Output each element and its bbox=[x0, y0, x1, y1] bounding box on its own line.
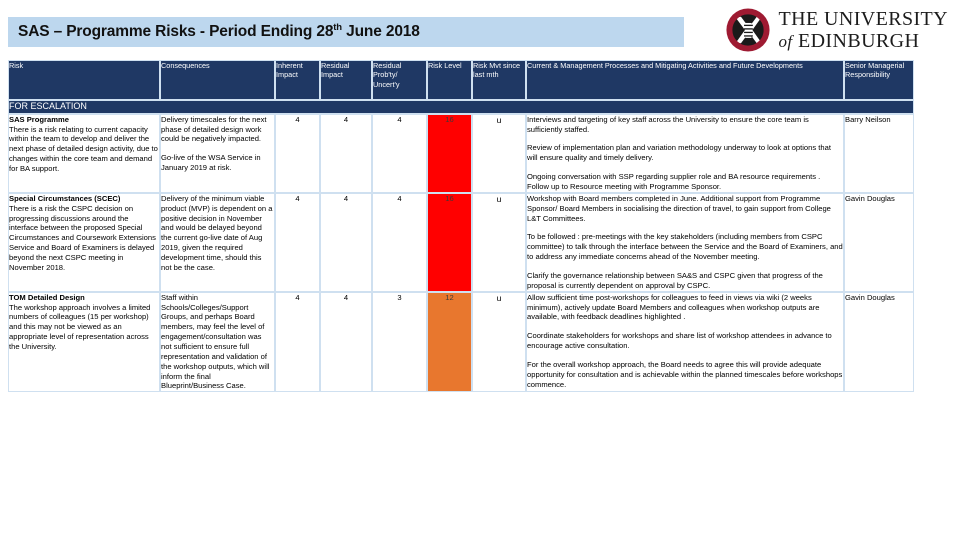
column-header-residual-probability: Residual Prob'ty/ Uncert'y bbox=[372, 60, 427, 100]
university-of-edinburgh-crest-icon bbox=[726, 8, 770, 52]
column-header-inherent-impact: Inherent Impact bbox=[275, 60, 320, 100]
risk-title: TOM Detailed Design bbox=[9, 292, 85, 302]
responsibility-name: Gavin Douglas bbox=[845, 193, 895, 203]
programme-risks-table bbox=[8, 60, 914, 392]
mitigation-item: To be followed : pre-meetings with the key stakeholders (including members from CSPC committee) to talk through the interface between the Service and the Board of Examiners, and to address any immediate concerns ahead of the November meeting. bbox=[527, 232, 843, 262]
cell-residual-impact: 4 bbox=[320, 193, 372, 292]
cell-mitigating-activities bbox=[526, 114, 844, 193]
mitigation-item: Coordinate stakeholders for workshops and share list of workshop attendees in advance to encourage active consultation. bbox=[527, 331, 832, 351]
cell-consequences bbox=[160, 292, 275, 393]
logo-wordmark bbox=[779, 9, 948, 51]
cell-residual-probability: 3 bbox=[372, 292, 427, 393]
cell-risk-movement: u bbox=[472, 193, 526, 292]
risk-title: Special Circumstances (SCEC) bbox=[9, 193, 121, 203]
mitigation-item: For the overall workshop approach, the Board needs to agree this will provide adequate opportunity for consultation and is achievable within the planned timescales before workshops commence. bbox=[527, 360, 843, 389]
logo-line-1: THE UNIVERSITY bbox=[778, 8, 948, 30]
consequence-item: Go-live of the WSA Service in January 2019 at risk. bbox=[161, 153, 261, 173]
cell-consequences bbox=[160, 193, 275, 292]
column-header-mitigating-activities: Current & Management Processes and Mitigating Activities and Future Developments bbox=[526, 60, 844, 100]
risk-description: There is a risk the CSPC decision on progressing discussions around the interface between the proposed Special Circumstances and Coursework Extensions Service and Board of Examiners is delayed beyond the next CSPC meeting in November 2018. bbox=[9, 203, 156, 272]
mitigation-item: Review of implementation plan and variation methodology underway to look at options that will ensure quality and timely delivery. bbox=[527, 143, 831, 163]
consequence-item: Delivery of the minimum viable product (MVP) is dependent on a positive decision in November and would be delayed beyond the current go-live date of Aug 2019, given the required development time, should this not be the case. bbox=[161, 193, 273, 272]
cell-residual-probability: 4 bbox=[372, 193, 427, 292]
consequence-item: Staff within Schools/Colleges/Support Groups, and perhaps Board members, may feel the level of engagement/consultation was not sufficient to ensure full representation and validation of the workshop outputs, which will inform the final Blueprint/Business Case. bbox=[161, 292, 270, 391]
table-row bbox=[8, 292, 914, 393]
cell-risk-level: 16 bbox=[427, 114, 472, 193]
section-band-label: FOR ESCALATION bbox=[8, 100, 914, 114]
cell-consequences bbox=[160, 114, 275, 193]
cell-mitigating-activities bbox=[526, 292, 844, 393]
cell-inherent-impact: 4 bbox=[275, 193, 320, 292]
risk-description: The workshop approach involves a limited numbers of colleagues (15 per workshop) and this may not be viewed as an appropriate level of representation across the University. bbox=[9, 302, 151, 352]
cell-responsibility bbox=[844, 114, 914, 193]
column-header-risk-level: Risk Level bbox=[427, 60, 472, 100]
column-header-risk: Risk bbox=[8, 60, 160, 100]
risk-title: SAS Programme bbox=[9, 114, 69, 124]
page-title-ordinal: th bbox=[333, 22, 342, 34]
cell-risk-level: 16 bbox=[427, 193, 472, 292]
logo-line-2 bbox=[779, 31, 948, 51]
section-band-for-escalation bbox=[8, 100, 914, 114]
cell-responsibility bbox=[844, 193, 914, 292]
table-row bbox=[8, 114, 914, 193]
table-header-row bbox=[8, 60, 914, 100]
cell-risk-movement: u bbox=[472, 292, 526, 393]
responsibility-name: Gavin Douglas bbox=[845, 292, 895, 302]
column-header-senior-managerial-responsibility: Senior Managerial Responsibility bbox=[844, 60, 914, 100]
column-header-consequences: Consequences bbox=[160, 60, 275, 100]
column-header-risk-movement: Risk Mvt since last mth bbox=[472, 60, 526, 100]
cell-responsibility bbox=[844, 292, 914, 393]
cell-risk-level: 12 bbox=[427, 292, 472, 393]
logo-of: of bbox=[778, 32, 793, 51]
responsibility-name: Barry Neilson bbox=[845, 114, 891, 124]
cell-risk bbox=[8, 193, 160, 292]
risk-description: There is a risk relating to current capacity within the team to develop and deliver the next phase of detailed design activity, due to changes within the core team and demand for BA support. bbox=[9, 124, 158, 173]
table-row bbox=[8, 193, 914, 292]
cell-risk bbox=[8, 114, 160, 193]
consequence-item: Delivery timescales for the next phase of detailed design work could be negatively impacted. bbox=[161, 114, 267, 144]
cell-risk bbox=[8, 292, 160, 393]
cell-residual-impact: 4 bbox=[320, 114, 372, 193]
logo-edinburgh: EDINBURGH bbox=[797, 30, 920, 52]
page-title bbox=[8, 22, 420, 41]
cell-risk-movement: u bbox=[472, 114, 526, 193]
mitigation-item: Clarify the governance relationship between SA&S and CSPC given that progress of the proposal is currently dependent on approval by CSPC. bbox=[527, 271, 823, 290]
cell-residual-impact: 4 bbox=[320, 292, 372, 393]
cell-inherent-impact: 4 bbox=[275, 292, 320, 393]
column-header-residual-impact: Residual Impact bbox=[320, 60, 372, 100]
university-logo bbox=[726, 8, 948, 52]
mitigation-item: Ongoing conversation with SSP regarding supplier role and BA resource requirements . Follow up to Resource meeting with Programme Sponsor. bbox=[527, 172, 821, 191]
cell-inherent-impact: 4 bbox=[275, 114, 320, 193]
mitigation-item: Interviews and targeting of key staff across the University to ensure the core team is sufficiently staffed. bbox=[527, 114, 809, 134]
page-title-suffix: June 2018 bbox=[341, 23, 420, 41]
page-title-band bbox=[8, 17, 684, 47]
page-title-prefix: SAS – Programme Risks - Period Ending 28 bbox=[18, 23, 334, 41]
mitigation-item: Workshop with Board members completed in June. Additional support from Programme Sponsor/ Board Members in socialising the direction of travel, to gain support from College L&T Committees. bbox=[527, 193, 831, 223]
cell-residual-probability: 4 bbox=[372, 114, 427, 193]
cell-mitigating-activities bbox=[526, 193, 844, 292]
mitigation-item: Allow sufficient time post-workshops for colleagues to feed in views via wiki (2 weeks minimum), actively update Board Members and colleagues when workshop outputs are available, with feedback deadlines highlighted . bbox=[527, 292, 820, 322]
